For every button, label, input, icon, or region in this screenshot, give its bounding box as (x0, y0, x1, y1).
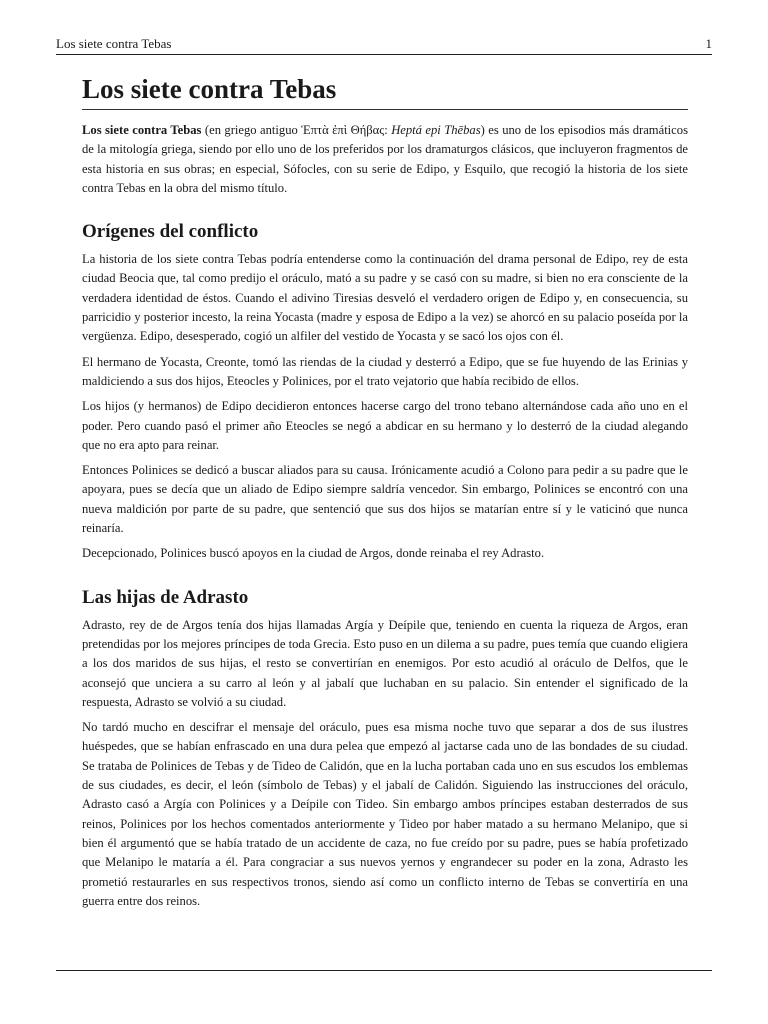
paragraph: Entonces Polinices se dedicó a buscar aliados para su causa. Irónicamente acudió a Colono para pedir a su padre que le apoyara, pues se decía que un aliado de Edipo siempre saldría vencedor. Sin embargo, Polinices se encontró con una nueva maldición por parte de su padre, que sentenció que sus dos hijos se matarían entre sí y le vaticinó que nunca reinaría. (82, 463, 688, 536)
article-title: Los siete contra Tebas (82, 72, 688, 110)
paragraph: No tardó mucho en descifrar el mensaje del oráculo, pues esa misma noche tuvo que separar a dos de sus ilustres huéspedes, que se habían enfrascado en una dura pelea que empezó al jactarse cada uno de las bondades de su ciudad. Se trataba de Polinices de Tebas y de Tideo de Calidón, que en la lucha portaban cada uno en sus escudos los emblemas de sus ciudades, es decir, el león (símbolo de Tebas) y el jabalí de Calidón. Siguiendo las instrucciones del oráculo, Adrasto casó a Argía con Polinices y a Deípile con Tideo. Sin embargo ambos príncipes estaban desterrados de sus reinos, Polinices por los hechos comentados anteriormente y Tideo por haber matado a su hermano Melanipo, que si bien él argumentó que se había tratado de un accidente de caza, no fue creído por su padre, pues se había profetizado que Melanipo le mataría a él. Para congraciar a sus nuevos yernos y engrandecer su poder en la zona, Adrasto les prometió restaurarles en sus respectivos tronos, siendo así como un conflicto interno de Tebas se convertiría en una guerra entre dos reinos. (82, 720, 688, 908)
paragraph: La historia de los siete contra Tebas podría entenderse como la continuación del drama personal de Edipo, rey de esta ciudad Beocia que, tal como predijo el oráculo, mató a su padre y se casó con su madre, si bien no era consciente de la verdadera identidad de éstos. Cuando el adivino Tiresias desveló el verdadero origen de Edipo y, en consecuencia, su parricidio y posterior incesto, la reina Yocasta (madre y esposa de Edipo a la vez) se ahorcó en su palacio poseída por la vergüenza. Edipo, desesperado, cogió un alfiler del vestido de Yocasta y se sacó los ojos con él. (82, 252, 688, 344)
running-header-title: Los siete contra Tebas (56, 36, 172, 51)
section-heading-hijas-adrasto: Las hijas de Adrasto (82, 586, 249, 608)
running-header (56, 36, 712, 55)
paragraph: Adrasto, rey de de Argos tenía dos hijas llamadas Argía y Deípile que, teniendo en cuenta la riqueza de Argos, eran pretendidas por los mejores príncipes de toda Grecia. Esto puso en un dilema a su padre, pues temía que cuando eligiera a los dos maridos de sus hijas, el resto se convertirían en enemigos. Por esto acudió al oráculo de Delfos, que le aconsejó que unciera a su carro al león y al jabalí que luchaban en su palacio. Sin entender el significado de la respuesta, Adrasto se volvió a su ciudad. (82, 617, 688, 709)
paragraph: El hermano de Yocasta, Creonte, tomó las riendas de la ciudad y desterró a Edipo, que se fue huyendo de las Erinias y maldiciendo a sus dos hijos, Eteocles y Polinices, por el trato vejatorio que había recibido de ellos. (82, 354, 688, 388)
paragraph: Decepcionado, Polinices buscó apoyos en la ciudad de Argos, donde reinaba el rey Adrasto. (82, 546, 545, 561)
page-number: 1 (705, 36, 712, 51)
intro-italic-term: Heptá epi Thēbas (391, 123, 481, 137)
intro-bold-term: Los siete contra Tebas (82, 123, 202, 137)
article (82, 72, 688, 917)
paragraph: Los hijos (y hermanos) de Edipo decidieron entonces hacerse cargo del trono tebano alternándose cada año uno en el poder. Pero cuando pasó el primer año Eteocles se negó a abdicar en su hermano y lo desterró de la ciudad alegando que no era apto para reinar. (82, 399, 688, 452)
section-heading-origenes: Orígenes del conflicto (82, 221, 259, 243)
intro-paragraph (82, 121, 688, 198)
intro-text-1: (en griego antiguo Ἑπτὰ ἐπὶ Θήβας: (201, 123, 392, 137)
footer-rule (56, 970, 712, 971)
intro-text-2: ) es uno de los episodios más dramáticos de la mitología griega, siendo por ello uno de los preferidos por los dramaturgos clásicos, que incluyeron fragmentos de esta historia en sus obras; en especial, Sófocles, con su serie de Edipo, y Esquilo, que recogió la historia de los siete contra Tebas en la obra del mismo título. (82, 123, 688, 195)
